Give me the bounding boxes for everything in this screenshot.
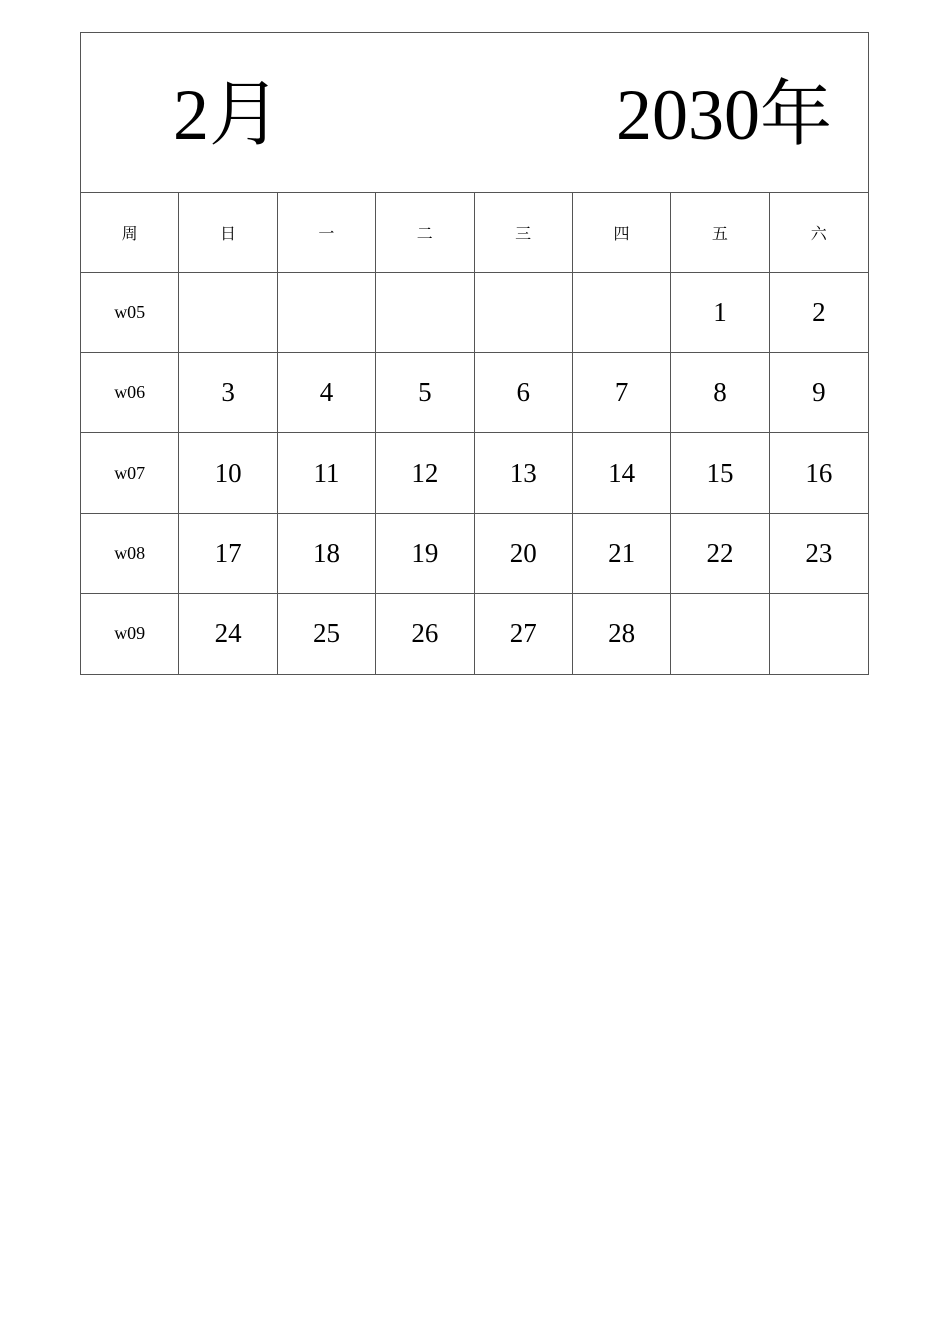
day-cell: 24 bbox=[179, 594, 277, 674]
weekday-header-wed: 三 bbox=[475, 193, 573, 273]
day-cell: 18 bbox=[278, 514, 376, 594]
day-cell: 5 bbox=[376, 353, 474, 433]
weekday-header-sun: 日 bbox=[179, 193, 277, 273]
week-number: w07 bbox=[81, 433, 179, 513]
day-cell: 14 bbox=[573, 433, 671, 513]
week-number: w05 bbox=[81, 273, 179, 353]
day-cell bbox=[770, 594, 868, 674]
day-cell: 3 bbox=[179, 353, 277, 433]
day-cell: 27 bbox=[475, 594, 573, 674]
day-cell: 4 bbox=[278, 353, 376, 433]
calendar-header bbox=[81, 33, 868, 193]
day-cell: 10 bbox=[179, 433, 277, 513]
day-cell: 16 bbox=[770, 433, 868, 513]
week-number: w09 bbox=[81, 594, 179, 674]
month-title: 2月 bbox=[173, 75, 282, 155]
calendar bbox=[80, 32, 869, 675]
year-title: 2030年 bbox=[615, 75, 832, 155]
weekday-header-tue: 二 bbox=[376, 193, 474, 273]
week-number: w08 bbox=[81, 514, 179, 594]
day-cell bbox=[278, 273, 376, 353]
week-number: w06 bbox=[81, 353, 179, 433]
day-cell: 21 bbox=[573, 514, 671, 594]
day-cell: 19 bbox=[376, 514, 474, 594]
day-cell bbox=[573, 273, 671, 353]
day-cell bbox=[179, 273, 277, 353]
day-cell bbox=[376, 273, 474, 353]
day-cell: 9 bbox=[770, 353, 868, 433]
day-cell: 2 bbox=[770, 273, 868, 353]
day-cell: 13 bbox=[475, 433, 573, 513]
day-cell: 8 bbox=[671, 353, 769, 433]
weekday-header-mon: 一 bbox=[278, 193, 376, 273]
weekday-header-thu: 四 bbox=[573, 193, 671, 273]
day-cell bbox=[475, 273, 573, 353]
day-cell: 11 bbox=[278, 433, 376, 513]
day-cell: 15 bbox=[671, 433, 769, 513]
day-cell: 12 bbox=[376, 433, 474, 513]
day-cell: 23 bbox=[770, 514, 868, 594]
day-cell: 1 bbox=[671, 273, 769, 353]
day-cell: 26 bbox=[376, 594, 474, 674]
calendar-grid bbox=[81, 193, 868, 674]
weekday-header-sat: 六 bbox=[770, 193, 868, 273]
day-cell: 28 bbox=[573, 594, 671, 674]
day-cell: 7 bbox=[573, 353, 671, 433]
weekday-header-fri: 五 bbox=[671, 193, 769, 273]
week-column-header: 周 bbox=[81, 193, 179, 273]
day-cell: 17 bbox=[179, 514, 277, 594]
day-cell: 22 bbox=[671, 514, 769, 594]
day-cell bbox=[671, 594, 769, 674]
day-cell: 25 bbox=[278, 594, 376, 674]
day-cell: 20 bbox=[475, 514, 573, 594]
day-cell: 6 bbox=[475, 353, 573, 433]
